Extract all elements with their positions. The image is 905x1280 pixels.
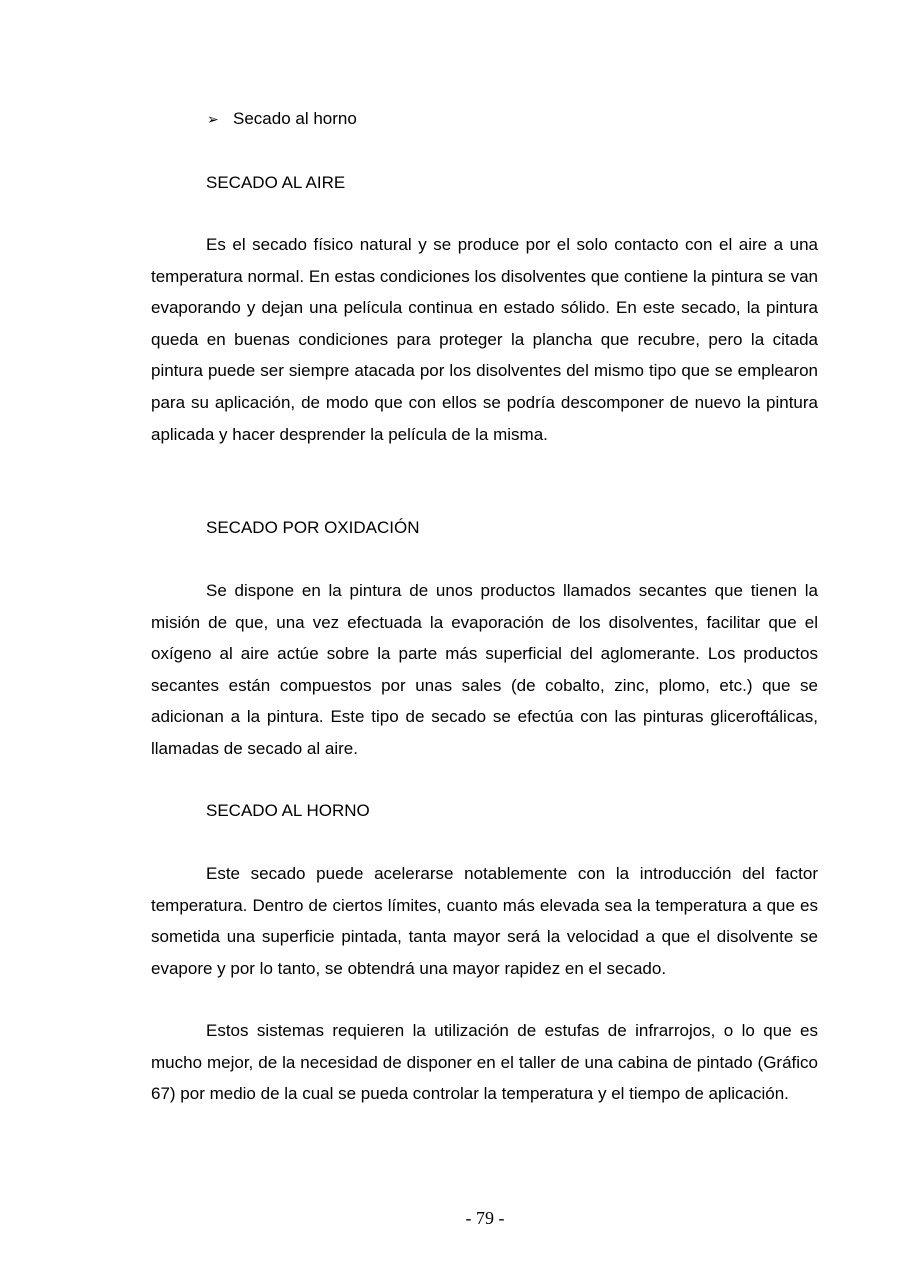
- paragraph: Se dispone en la pintura de unos productos llamados secantes que tienen la misión de que, una vez efectuada la evaporación de los disolventes, facilitar que el oxígeno al aire actúe sobre la parte más superficial del aglomerante. Los productos secantes están compuestos por unas sales (de cobalto, zinc, plomo, etc.) que se adicionan a la pintura. Este tipo de secado se efectúa con las pinturas gliceroftálicas, llamadas de secado al aire.: [151, 581, 818, 758]
- section-heading: SECADO POR OXIDACIÓN: [206, 518, 420, 537]
- paragraph: Es el secado físico natural y se produce por el solo contacto con el aire a una temperatura normal. En estas condiciones los disolventes que contiene la pintura se van evaporando y dejan una película continua en estado sólido. En este secado, la pintura queda en buenas condiciones para proteger la plancha que recubre, pero la citada pintura puede ser siempre atacada por los disolventes del mismo tipo que se emplearon para su aplicación, de modo que con ellos se podría descomponer de nuevo la pintura aplicada y hacer desprender la película de la misma.: [151, 235, 818, 444]
- paragraph: Este secado puede acelerarse notablemente con la introducción del factor temperatura. Dentro de ciertos límites, cuanto más elevada sea la temperatura a que es sometida una superficie pintada, tanta mayor será la velocidad a que el disolvente se evapore y por lo tanto, se obtendrá una mayor rapidez en el secado.: [151, 864, 818, 978]
- page-number: - 79 -: [465, 1208, 505, 1228]
- section-heading: SECADO AL HORNO: [206, 801, 370, 820]
- bullet-text: Secado al horno: [233, 109, 357, 128]
- paragraph: Estos sistemas requieren la utilización de estufas de infrarrojos, o lo que es mucho mejor, de la necesidad de disponer en el taller de una cabina de pintado (Gráfico 67) por medio de la cual se pueda controlar la temperatura y el tiempo de aplicación.: [151, 1021, 818, 1104]
- arrow-bullet-icon: ➢: [207, 112, 219, 128]
- section-heading: SECADO AL AIRE: [206, 173, 346, 192]
- bullet-item: [207, 107, 357, 132]
